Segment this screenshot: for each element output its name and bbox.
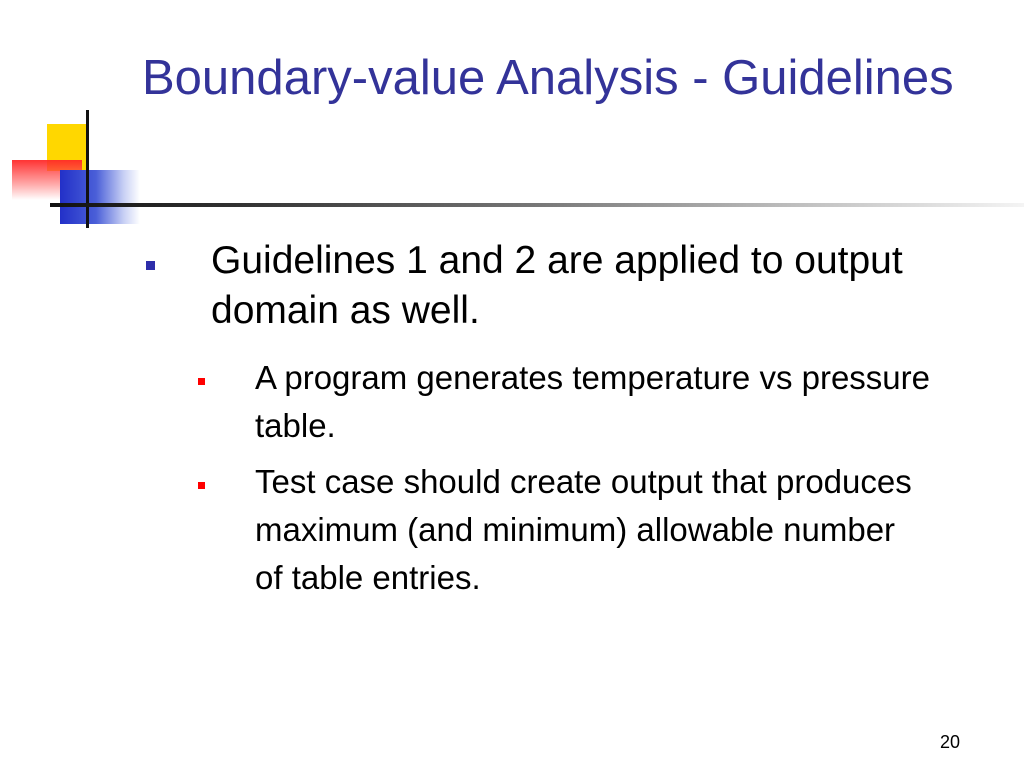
square-bullet-icon <box>146 261 155 270</box>
blue-square <box>60 170 140 224</box>
sub-bullet-text: A program generates temperature vs pressure table. <box>255 359 931 444</box>
slide-title: Boundary-value Analysis - Guidelines <box>142 51 954 105</box>
square-bullet-icon <box>198 482 205 489</box>
title-underline-rule <box>50 203 1024 207</box>
sub-bullet-text: Test case should create output that produces maximum (and minimum) allowable number of table entries. <box>255 463 912 596</box>
page-number: 20 <box>939 732 961 752</box>
bullet-text: Guidelines 1 and 2 are applied to output domain as well. <box>211 239 903 332</box>
square-bullet-icon <box>198 378 205 385</box>
vertical-rule <box>86 110 89 228</box>
